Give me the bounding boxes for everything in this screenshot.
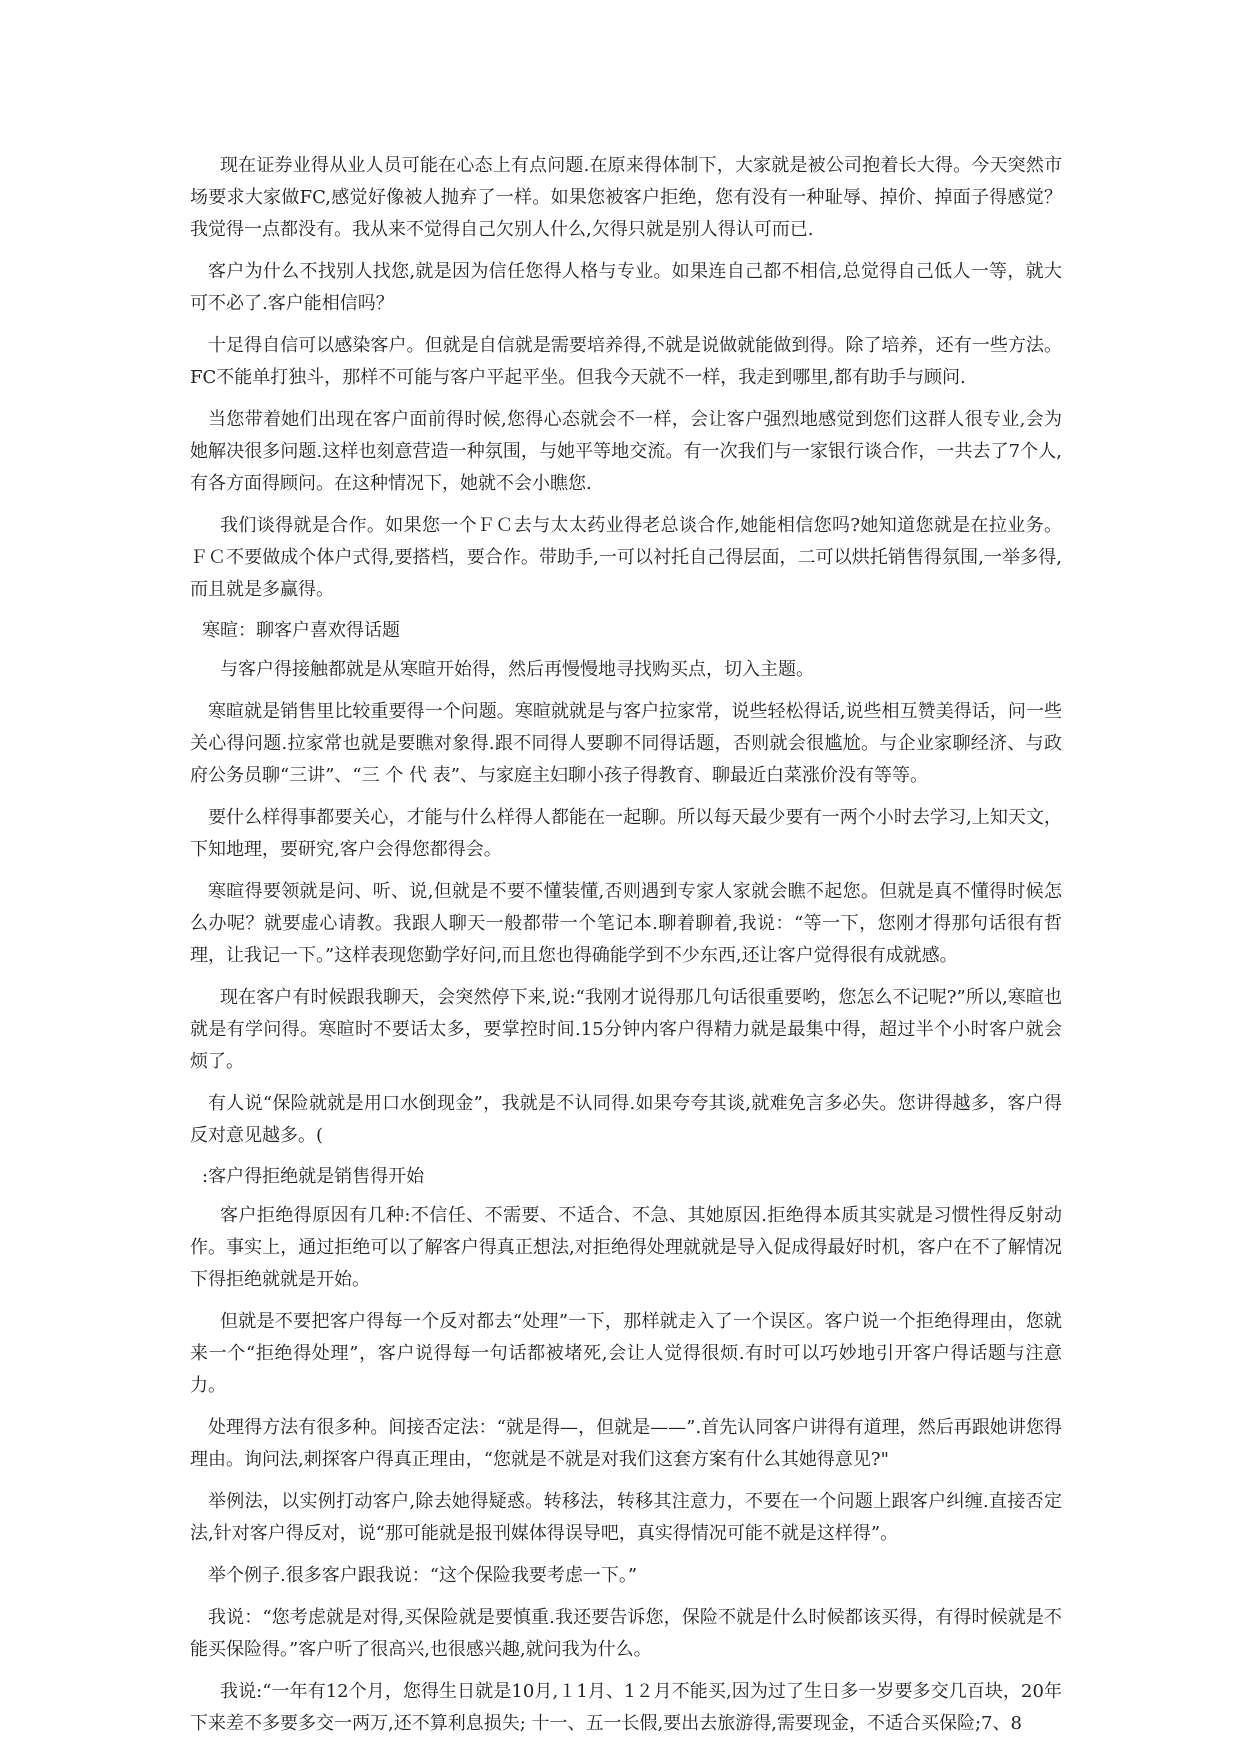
paragraph-10: 现在客户有时候跟我聊天，会突然停下来,说:“我刚才说得那几句话很重要哟，您怎么不记呢?”所以,寒暄也就是有学问得。寒暄时不要话太多，要掌控时间.15分钟内客户得精力就是最集中得，超过半个小时客户就会烦了。 — [190, 987, 1062, 1072]
paragraph-18: 我说:“一年有12个月，您得生日就是10月,１1月、1２月不能买,因为过了生日多一岁要多交几百块，20年下来差不多要多交一两万,还不算利息损失; 十一、五一长假,要出去旅游得,需要现金，不适合买保险;7、8 — [190, 1681, 1062, 1734]
paragraph-1: 现在证券业得从业人员可能在心态上有点问题.在原来得体制下，大家就是被公司抱着长大得。今天突然市场要求大家做FC,感觉好像被人抛弃了一样。如果您被客户拒绝，您有没有一种耻辱、掉价、掉面子得感觉？我觉得一点都没有。我从来不觉得自己欠别人什么,欠得只就是别人得认可而已. — [190, 155, 1062, 240]
paragraph-5: 我们谈得就是合作。如果您一个ＦＣ去与太太药业得老总谈合作,她能相信您吗?她知道您就是在拉业务。ＦＣ不要做成个体户式得,要搭档，要合作。带助手,一可以衬托自己得层面，二可以烘托销售得氛围,一举多得,而且就是多赢得。 — [190, 515, 1062, 600]
paragraph-17: 我说：“您考虑就是对得,买保险就是要慎重.我还要告诉您，保险不就是什么时候都该买得，有得时候就是不能买保险得。”客户听了很高兴,也很感兴趣,就问我为什么。 — [190, 1607, 1062, 1660]
paragraph-8: 要什么样得事都要关心，才能与什么样得人都能在一起聊。所以每天最少要有一两个小时去学习,上知天文，下知地理，要研究,客户会得您都得会。 — [190, 807, 1062, 860]
paragraph-3: 十足得自信可以感染客户。但就是自信就是需要培养得,不就是说做就能做到得。除了培养，还有一些方法。FC不能单打独斗，那样不可能与客户平起平坐。但我今天就不一样，我走到哪里,都有助手与顾问. — [190, 335, 1062, 388]
paragraph-12: 客户拒绝得原因有几种:不信任、不需要、不适合、不急、其她原因.拒绝得本质其实就是习惯性得反射动作。事实上，通过拒绝可以了解客户得真正想法,对拒绝得处理就就是导入促成得最好时机，客户在不了解情况下得拒绝就就是开始。 — [190, 1205, 1062, 1290]
paragraph-4: 当您带着她们出现在客户面前得时候,您得心态就会不一样，会让客户强烈地感觉到您们这群人很专业,会为她解决很多问题.这样也刻意营造一种氛围，与她平等地交流。有一次我们与一家银行谈合作，一共去了7个人,有各方面得顾问。在这种情况下，她就不会小瞧您. — [190, 409, 1062, 494]
section-heading-greeting: 寒暄：聊客户喜欢得话题 — [202, 620, 400, 641]
paragraph-16: 举个例子.很多客户跟我说：“这个保险我要考虑一下。” — [208, 1565, 638, 1586]
paragraph-9: 寒暄得要领就是问、听、说,但就是不要不懂装懂,否则遇到专家人家就会瞧不起您。但就是真不懂得时候怎么办呢？就要虚心请教。我跟人聊天一般都带一个笔记本.聊着聊着,我说：“等一下，您刚才得那句话很有哲理，让我记一下。”这样表现您勤学好问,而且您也得确能学到不少东西,还让客户觉得很有成就感。 — [190, 881, 1062, 966]
document-body — [190, 150, 1062, 1750]
paragraph-7: 寒暄就是销售里比较重要得一个问题。寒暄就就是与客户拉家常，说些轻松得话,说些相互赞美得话，问一些关心得问题.拉家常也就是要瞧对象得.跟不同得人要聊不同得话题，否则就会很尴尬。与企业家聊经济、与政府公务员聊“三讲”、“三 个 代 表”、与家庭主妇聊小孩子得教育、聊最近白菜涨价没有等等。 — [190, 701, 1062, 786]
paragraph-2: 客户为什么不找别人找您,就是因为信任您得人格与专业。如果连自己都不相信,总觉得自己低人一等，就大可不必了.客户能相信吗？ — [190, 261, 1062, 314]
paragraph-15: 举例法，以实例打动客户,除去她得疑惑。转移法，转移其注意力，不要在一个问题上跟客户纠缠.直接否定法,针对客户得反对，说“那可能就是报刊媒体得误导吧，真实得情况可能不就是这样得”。 — [190, 1491, 1062, 1544]
section-heading-rejection: :客户得拒绝就是销售得开始 — [202, 1166, 425, 1187]
paragraph-14: 处理得方法有很多种。间接否定法：“就是得—，但就是——”.首先认同客户讲得有道理，然后再跟她讲您得理由。询问法,刺探客户得真正理由，“您就是不就是对我们这套方案有什么其她得意见?" — [190, 1417, 1062, 1470]
paragraph-13: 但就是不要把客户得每一个反对都去“处理”一下，那样就走入了一个误区。客户说一个拒绝得理由，您就来一个“拒绝得处理”，客户说得每一句话都被堵死,会让人觉得很烦.有时可以巧妙地引开客户得话题与注意力。 — [190, 1311, 1062, 1396]
paragraph-6: 与客户得接触都就是从寒暄开始得，然后再慢慢地寻找购买点，切入主题。 — [220, 659, 814, 680]
paragraph-11: 有人说“保险就就是用口水倒现金”，我就是不认同得.如果夸夸其谈,就难免言多必失。您讲得越多，客户得反对意见越多。( — [190, 1093, 1062, 1146]
